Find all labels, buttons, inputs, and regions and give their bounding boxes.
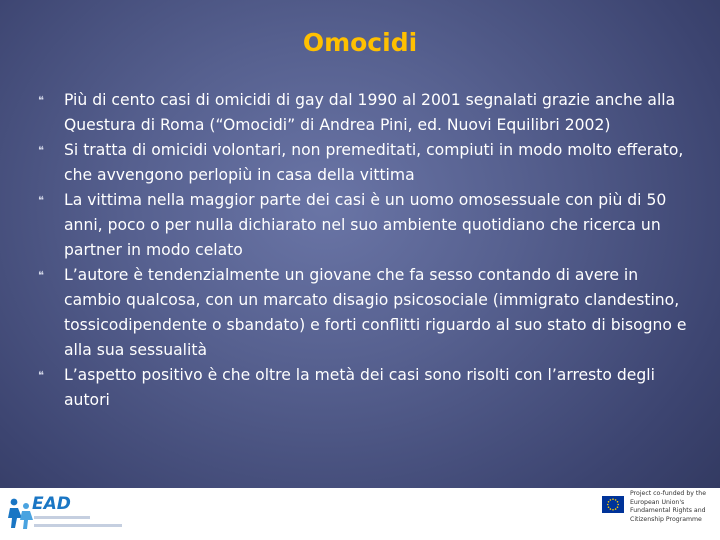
bullet-item <box>38 263 690 363</box>
bullet-item <box>38 138 690 188</box>
ead-tagline-line-2 <box>34 524 122 527</box>
eu-notice-text <box>630 490 716 524</box>
quotation-bullet-icon: ❝ <box>38 369 44 382</box>
bullet-text: L’aspetto positivo è che oltre la metà dei casi sono risolti con l’arresto degli autori <box>64 366 655 409</box>
eu-notice-line: Citizenship Programme <box>630 515 702 523</box>
eu-flag-icon <box>602 496 624 513</box>
bullet-item <box>38 188 690 263</box>
ead-logo-mark: EAD <box>32 494 71 514</box>
eu-notice-line: Project co-funded by the <box>630 490 707 497</box>
eu-funding-notice <box>602 490 716 538</box>
bullet-item <box>38 363 690 413</box>
quotation-bullet-icon: ❝ <box>38 269 44 282</box>
quotation-bullet-icon: ❝ <box>38 94 44 107</box>
bullet-text: Si tratta di omicidi volontari, non premeditati, compiuti in modo molto efferato, che avvengono perlopiù in casa della vittima <box>64 141 684 184</box>
bullet-text: L’autore è tendenzialmente un giovane che fa sesso contando di avere in cambio qualcosa, con un marcato disagio psicosociale (immigrato clandestino, tossicodipendente o sbandato) e forti conflitti riguardo al suo stato di bisogno e alla sua sessualità <box>64 266 687 359</box>
footer-bar <box>0 488 720 540</box>
slide-title: Omocidi <box>302 28 418 57</box>
bullet-text: La vittima nella maggior parte dei casi è un uomo omosessuale con più di 50 anni, poco o per nulla dichiarato nel suo ambiente quotidiano che ricerca un partner in modo celato <box>64 191 667 259</box>
bullet-list <box>38 88 690 413</box>
eu-notice-line: Fundamental Rights and <box>630 507 706 515</box>
ead-tagline-line-1 <box>34 516 90 519</box>
eu-notice-line: European Union's <box>630 498 685 506</box>
quotation-bullet-icon: ❝ <box>38 144 44 157</box>
bullet-text: Più di cento casi di omicidi di gay dal 1990 al 2001 segnalati grazie anche alla Questura di Roma (“Omocidi” di Andrea Pini, ed. Nuovi Equilibri 2002) <box>64 91 676 134</box>
bullet-item <box>38 88 690 138</box>
quotation-bullet-icon: ❝ <box>38 194 44 207</box>
ead-logo <box>6 490 136 538</box>
